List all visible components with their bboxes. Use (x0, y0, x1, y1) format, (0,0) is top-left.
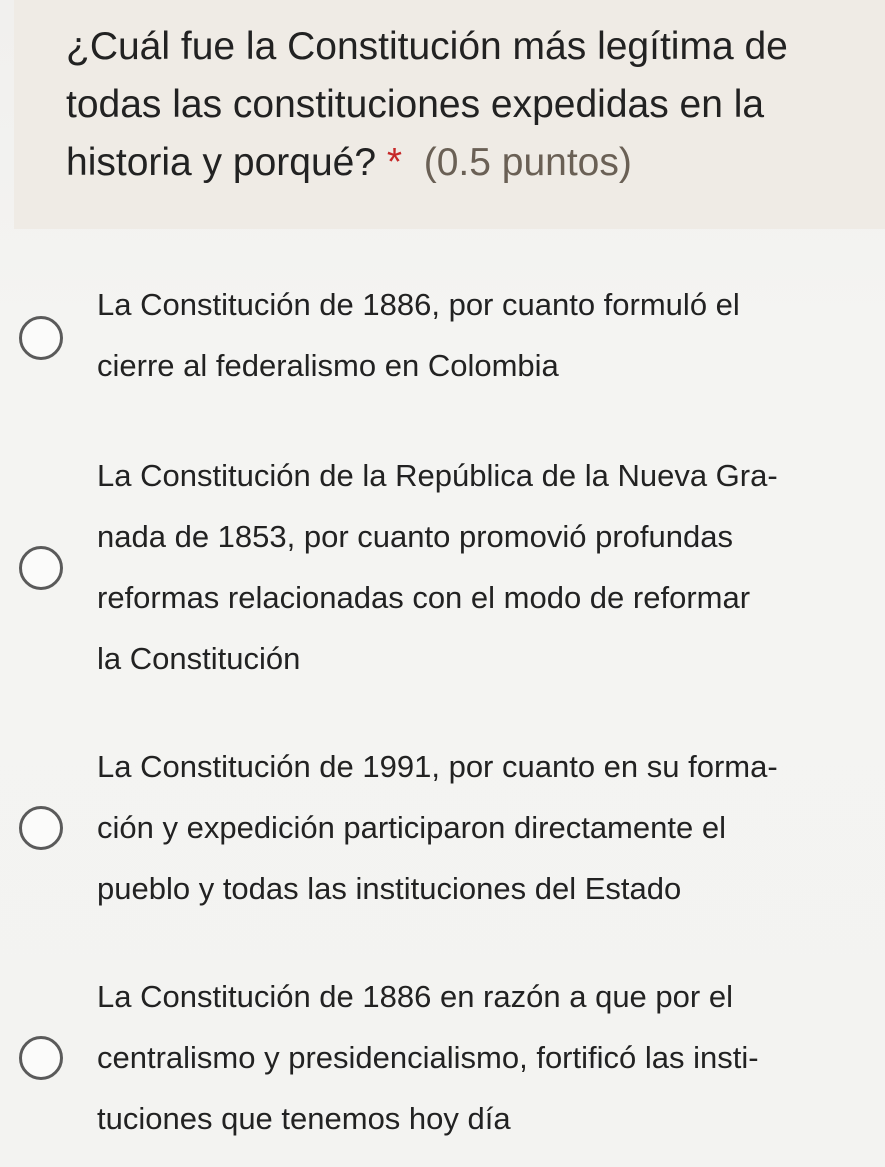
answer-option-2[interactable] (0, 440, 885, 690)
radio-button-1[interactable] (19, 316, 63, 360)
option-3-line-1: La Constitución de 1991, por cuanto en su forma- (97, 749, 778, 784)
option-4-line-2: centralismo y presidencialismo, fortificó las insti- (97, 1040, 759, 1075)
option-2-line-4: la Constitución (97, 641, 301, 676)
question-header (14, 0, 885, 229)
points-label: (0.5 puntos) (423, 141, 632, 184)
answer-option-3[interactable] (0, 730, 885, 920)
answer-option-1-label[interactable] (97, 274, 857, 396)
option-4-line-1: La Constitución de 1886 en razón a que por el (97, 979, 733, 1014)
option-3-line-2: ción y expedición participaron directamente el (97, 810, 726, 845)
answer-option-4[interactable] (0, 960, 885, 1150)
radio-button-3[interactable] (19, 806, 63, 850)
option-2-line-3: reformas relacionadas con el modo de reformar (97, 580, 751, 615)
option-1-line-2: cierre al federalismo en Colombia (97, 348, 559, 383)
question-line-3: historia y porqué? (66, 141, 377, 184)
radio-button-2[interactable] (19, 546, 63, 590)
option-3-line-3: pueblo y todas las instituciones del Estado (97, 871, 682, 906)
answer-option-4-label[interactable] (97, 966, 857, 1149)
required-marker: * (386, 141, 403, 184)
option-2-line-2: nada de 1853, por cuanto promovió profundas (97, 519, 733, 554)
option-2-line-1: La Constitución de la República de la Nueva Gra- (97, 458, 778, 493)
question-title (66, 18, 866, 192)
question-line-2: todas las constituciones expedidas en la (66, 83, 765, 126)
answer-option-1[interactable] (0, 272, 885, 400)
answer-option-2-label[interactable] (97, 445, 857, 689)
radio-button-4[interactable] (19, 1036, 63, 1080)
question-line-1: ¿Cuál fue la Constitución más legítima de (66, 25, 788, 68)
option-4-line-3: tuciones que tenemos hoy día (97, 1101, 511, 1136)
option-1-line-1: La Constitución de 1886, por cuanto formuló el (97, 287, 740, 322)
answer-option-3-label[interactable] (97, 736, 857, 919)
